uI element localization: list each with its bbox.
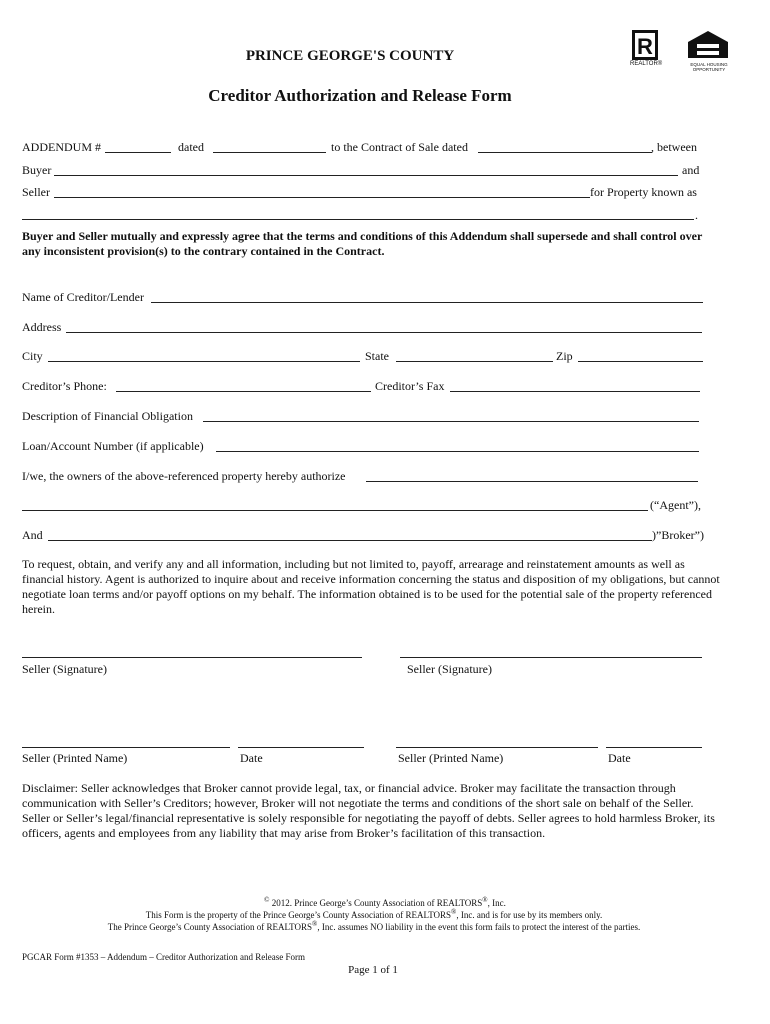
liability-notice-b: , Inc. assumes NO liability in the event this form fails to protect the interest of the parties.	[317, 922, 641, 932]
copyright-symbol: ©	[264, 896, 270, 904]
seller-signature-line-1[interactable]	[22, 657, 362, 658]
state-label: State	[365, 349, 389, 363]
phone-field[interactable]	[116, 391, 371, 392]
date-label-1: Date	[240, 751, 263, 765]
date-label-2: Date	[608, 751, 631, 765]
address-label: Address	[22, 320, 62, 334]
addendum-label: ADDENDUM #	[22, 140, 101, 154]
date-line-2[interactable]	[606, 747, 702, 748]
agent-field[interactable]	[22, 510, 648, 511]
creditor-name-label: Name of Creditor/Lender	[22, 290, 144, 304]
copyright-text-b: , Inc.	[487, 898, 506, 908]
registered-mark: ®	[312, 920, 318, 928]
property-notice-line	[0, 910, 748, 921]
contract-label: to the Contract of Sale dated	[331, 140, 468, 154]
obligation-label: Description of Financial Obligation	[22, 409, 193, 423]
seller-signature-label-1: Seller (Signature)	[22, 662, 107, 676]
property-notice-b: , Inc. and is for use by its members only.	[456, 910, 603, 920]
obligation-field[interactable]	[203, 421, 699, 422]
copyright-text-a: 2012. Prince George’s County Association of REALTORS	[269, 898, 483, 908]
seller-signature-line-2[interactable]	[400, 657, 702, 658]
addendum-number-field[interactable]	[105, 152, 171, 153]
buyer-field[interactable]	[54, 175, 678, 176]
fax-field[interactable]	[450, 391, 700, 392]
zip-label: Zip	[556, 349, 573, 363]
property-notice-a: This Form is the property of the Prince George’s County Association of REALTORS	[145, 910, 452, 920]
house-icon	[684, 30, 732, 60]
fax-label: Creditor’s Fax	[375, 379, 445, 393]
and-label: and	[682, 163, 700, 177]
and-broker-label: And	[22, 528, 43, 542]
seller-signature-label-2: Seller (Signature)	[407, 662, 492, 676]
creditor-name-field[interactable]	[151, 302, 703, 303]
account-field[interactable]	[216, 451, 699, 452]
liability-notice-line	[0, 922, 748, 933]
authorization-text: To request, obtain, and verify any and all information, including but not limited to, payoff, arrearage and reinstatement amounts as well as financial history. Agent is authorized to inquire about and receive information concerning the status and disposition of my obligations, but cannot negotiate loan terms and/or payoff options on my behalf. The information obtained is to be used for the potential sale of the property referenced herein.	[22, 557, 720, 616]
between-label: , between	[651, 140, 697, 154]
form-title: Creditor Authorization and Release Form	[208, 86, 512, 105]
address-field[interactable]	[66, 332, 702, 333]
addendum-date-field[interactable]	[213, 152, 326, 153]
contract-date-field[interactable]	[478, 152, 652, 153]
realtor-caption: REALTOR®	[630, 61, 663, 67]
seller-printed-line-2[interactable]	[396, 747, 598, 748]
seller-printed-label-1: Seller (Printed Name)	[22, 751, 128, 765]
seller-printed-line-1[interactable]	[22, 747, 230, 748]
copyright-line	[0, 898, 770, 909]
agreement-text: Buyer and Seller mutually and expressly agree that the terms and conditions of this Addendum shall supersede and shall control over any inconsistent provision(s) to the contrary contained in the Contract.	[22, 229, 703, 258]
buyer-label: Buyer	[22, 163, 52, 177]
account-label: Loan/Account Number (if applicable)	[22, 439, 204, 453]
date-line-1[interactable]	[238, 747, 364, 748]
seller-label: Seller	[22, 185, 50, 199]
county-heading: PRINCE GEORGE'S COUNTY	[245, 48, 455, 64]
seller-printed-label-2: Seller (Printed Name)	[398, 751, 504, 765]
page-number: Page 1 of 1	[348, 964, 398, 976]
realtor-r-icon	[628, 30, 664, 62]
registered-mark: ®	[482, 896, 488, 904]
svg-text:R: R	[637, 34, 653, 59]
city-label: City	[22, 349, 43, 363]
broker-field[interactable]	[48, 540, 652, 541]
agent-label: (“Agent”),	[650, 498, 701, 512]
zip-field[interactable]	[578, 361, 703, 362]
broker-label: )”Broker”)	[652, 528, 704, 542]
property-label: for Property known as	[590, 185, 697, 199]
property-field[interactable]	[22, 219, 694, 220]
dated-label: dated	[178, 140, 204, 154]
form-id: PGCAR Form #1353 – Addendum – Creditor Authorization and Release Form	[22, 952, 305, 962]
liability-notice-a: The Prince George’s County Association of REALTORS	[107, 922, 313, 932]
seller-field[interactable]	[54, 197, 590, 198]
state-field[interactable]	[396, 361, 553, 362]
registered-mark: ®	[451, 908, 457, 916]
equal-housing-caption: EQUAL HOUSING OPPORTUNITY	[690, 62, 728, 72]
disclaimer-text: Disclaimer: Seller acknowledges that Broker cannot provide legal, tax, or financial advice. Broker may facilitate the transaction through communication with Seller’s Creditors; however, Broker will not negotiate the terms and conditions of the short sale on behalf of the Seller. Seller or Seller’s legal/financial representative is solely responsible for negotiating the payoff of debts. Seller agrees to hold harmless Broker, its officers, agents and employees from any liability that may arise from Broker’s facilitation of this transaction.	[22, 781, 715, 840]
city-field[interactable]	[48, 361, 360, 362]
authorize-field[interactable]	[366, 481, 698, 482]
property-period: .	[695, 208, 698, 222]
equal-housing-logo	[684, 30, 732, 72]
phone-label: Creditor’s Phone:	[22, 379, 107, 393]
realtor-logo	[628, 30, 664, 70]
owners-label: I/we, the owners of the above-referenced property hereby authorize	[22, 469, 346, 483]
